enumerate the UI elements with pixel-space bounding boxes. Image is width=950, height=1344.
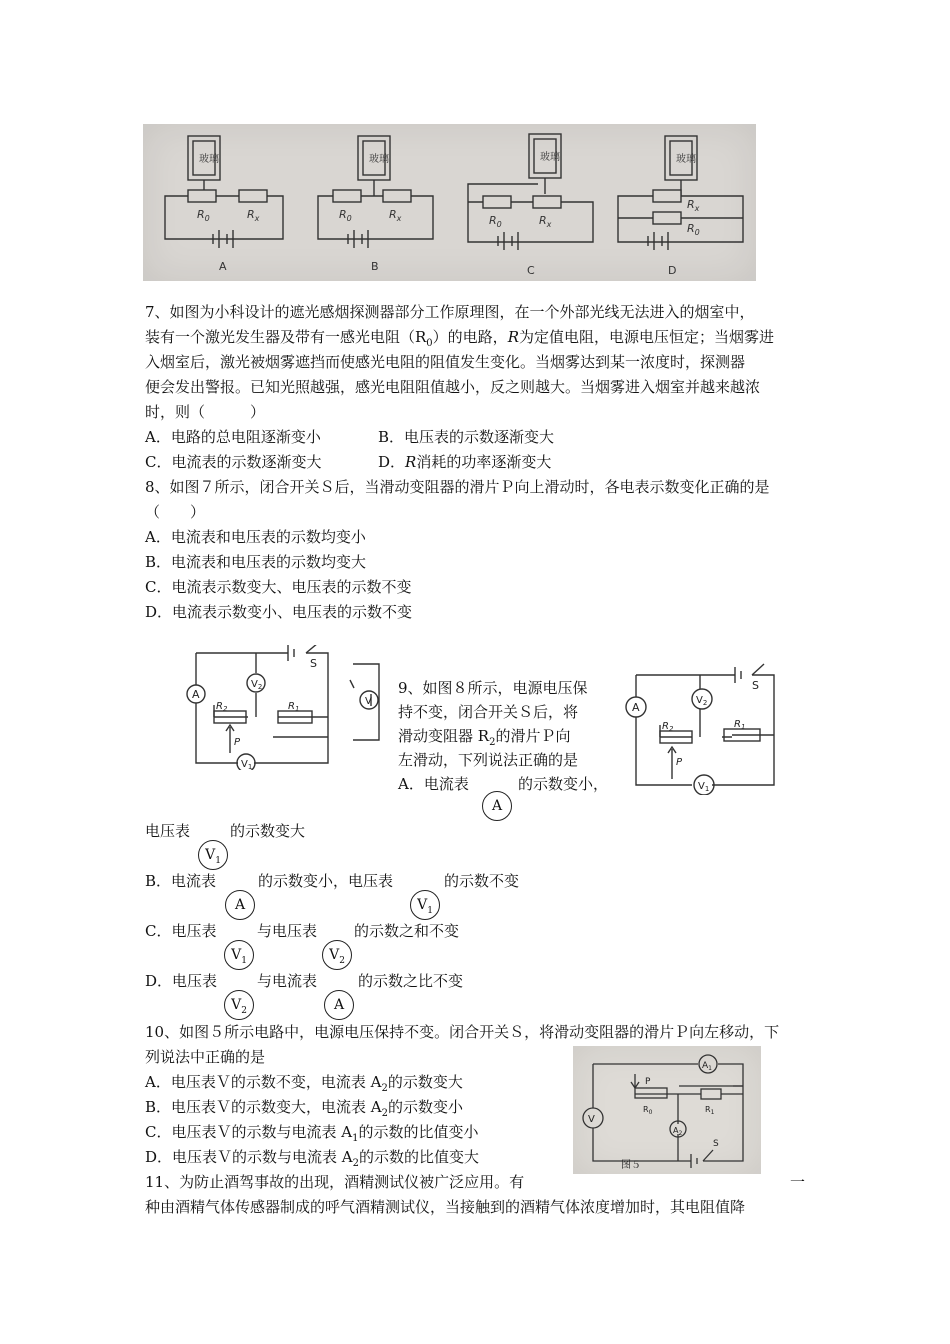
q9-option-d-part1: D．电压表: [145, 972, 218, 990]
q9-line-3: 滑动变阻器 $R_2$的滑片Ｐ向: [398, 727, 571, 748]
option-label-c: C: [527, 264, 535, 277]
ammeter-symbol: A: [225, 890, 255, 920]
q10-line-1: 10、如图５所示电路中，电源电压保持不变。闭合开关Ｓ，将滑动变阻器的滑片Ｐ向左移动，下: [145, 1023, 780, 1041]
option-label-b: B: [371, 260, 379, 273]
q9-option-a-part4: 的示数变大: [230, 822, 306, 840]
r1-label: $R_1$: [705, 1105, 715, 1116]
q10-option-c: C．电压表Ｖ的示数与电流表 $A_1$的示数的比值变小: [145, 1123, 479, 1144]
glass-label: 玻璃: [199, 154, 219, 165]
ammeter-a2-label: $A_2$: [673, 1126, 683, 1137]
slider-p-label: P: [676, 757, 683, 768]
r2-label: $R_2$: [662, 721, 674, 733]
q8-option-d: D．电流表示数变小、电压表的示数不变: [145, 603, 413, 621]
ammeter-label: A: [192, 688, 200, 701]
q9-line-1: 9、如图８所示，电源电压保: [398, 679, 588, 697]
rx-label: $R_x$: [687, 198, 700, 213]
voltmeter-label: V: [588, 1114, 595, 1125]
option-label-d: D: [668, 264, 677, 277]
r0-label: $R_0$: [643, 1105, 653, 1116]
rx-label: $R_x$: [389, 208, 402, 223]
rx-label: $R_x$: [539, 214, 552, 229]
q9-option-d-part2: 与电流表: [257, 972, 318, 990]
rx-label: $R_x$: [247, 208, 260, 223]
q9-option-a-part3: 电压表: [145, 822, 191, 840]
q9-line-4: 左滑动，下列说法正确的是: [398, 751, 579, 769]
slider-p-label: P: [645, 1077, 651, 1087]
q11-line-1-end: 一: [790, 1173, 806, 1191]
q9-option-b-part2: 的示数变小，电压表: [258, 872, 394, 890]
voltmeter-v2-label: $V_2$: [251, 679, 263, 691]
q9-option-b-part1: B．电流表: [145, 872, 217, 890]
voltmeter-v1-symbol: $V_1$: [410, 890, 440, 920]
q10-line-2: 列说法中正确的是: [145, 1048, 266, 1066]
r0-label: $R_0$: [687, 222, 700, 237]
q8-stem: 8、如图７所示，闭合开关Ｓ后，当滑动变阻器的滑片Ｐ向上滑动时，各电表示数变化正确的是: [145, 478, 770, 496]
q10-option-b: B．电压表Ｖ的示数变大，电流表 $A_2$的示数变小: [145, 1098, 464, 1119]
q7-option-a: A．电路的总电阻逐渐变小: [145, 428, 321, 446]
q8-option-a: A．电流表和电压表的示数均变小: [145, 528, 366, 546]
circuit-figure-8: [620, 655, 780, 795]
circuit-figure-5: [573, 1046, 761, 1174]
q9-option-a-part2: 的示数变小，: [518, 775, 609, 793]
r2-label: $R_2$: [216, 701, 228, 713]
q7-line-5: 时，则（ ）: [145, 403, 266, 421]
voltmeter-v1-label: $V_1$: [698, 781, 710, 793]
q10-option-a: A．电压表Ｖ的示数不变，电流表 $A_2$的示数变大: [145, 1073, 463, 1094]
q9-option-b-part3: 的示数不变: [444, 872, 520, 890]
q7-line-2: 装有一个激光发生器及带有一感光电阻$(R_0)$的电路，R为定值电阻，电源电压恒定；当烟雾进: [145, 328, 774, 349]
switch-s-label: S: [713, 1139, 719, 1149]
q8-option-b: B．电流表和电压表的示数均变大: [145, 553, 367, 571]
glass-label: 玻璃: [369, 154, 389, 165]
voltmeter-label: V: [365, 696, 372, 707]
q7-option-b: B．电压表的示数逐渐变大: [378, 428, 555, 446]
glass-label: 玻璃: [540, 152, 560, 163]
voltmeter-v2-symbol: $V_2$: [224, 990, 254, 1020]
q10-option-d: D．电压表Ｖ的示数与电流表 $A_2$的示数的比值变大: [145, 1148, 480, 1169]
q11-line-1: 11、为防止酒驾事故的出现，酒精测试仪被广泛应用。有: [145, 1173, 525, 1191]
q9-option-d-part3: 的示数之比不变: [358, 972, 464, 990]
glass-label: 玻璃: [676, 154, 696, 165]
voltmeter-v2-symbol: $V_2$: [322, 940, 352, 970]
r1-label: $R_1$: [288, 701, 300, 713]
voltmeter-v1-label: $V_1$: [241, 759, 253, 770]
q7-line-4: 便会发出警报。已知光照越强，感光电阻阻值越小，反之则越大。当烟雾进入烟室并越来越浓: [145, 378, 761, 396]
q7-option-c: C．电流表的示数逐渐变大: [145, 453, 322, 471]
partial-circuit-figure: [345, 660, 385, 745]
ammeter-symbol: A: [482, 791, 512, 821]
option-label-a: A: [219, 260, 227, 273]
q9-option-c-part1: C．电压表: [145, 922, 217, 940]
figure-caption: 图５: [621, 1160, 641, 1171]
q9-line-2: 持不变，闭合开关Ｓ后，将: [398, 703, 579, 721]
q9-option-c-part2: 与电压表: [257, 922, 318, 940]
ammeter-label: A: [632, 701, 640, 714]
q9-option-c-part3: 的示数之和不变: [354, 922, 460, 940]
r0-label: $R_0$: [489, 214, 502, 229]
r1-label: $R_1$: [734, 719, 746, 731]
switch-s-label: S: [752, 679, 759, 692]
circuit-options-photo: [143, 124, 756, 281]
voltmeter-v1-symbol: $V_1$: [224, 940, 254, 970]
circuit-options-diagram: [143, 124, 756, 281]
q7-option-d: D．R消耗的功率逐渐变大: [378, 453, 552, 471]
q7-line-3: 入烟室后，激光被烟雾遮挡而使感光电阻的阻值发生变化。当烟雾达到某一浓度时，探测器: [145, 353, 746, 371]
q8-option-c: C．电流表示数变大、电压表的示数不变: [145, 578, 412, 596]
circuit-figure-7: [178, 645, 338, 770]
slider-p-label: P: [234, 737, 241, 748]
q11-line-2: 种由酒精气体传感器制成的呼气酒精测试仪，当接触到的酒精气体浓度增加时，其电阻值降: [145, 1198, 746, 1216]
circuit-figure-5-photo: [573, 1046, 761, 1174]
r0-label: $R_0$: [339, 208, 352, 223]
voltmeter-v1-symbol: $V_1$: [198, 840, 228, 870]
switch-s-label: S: [310, 657, 317, 670]
q9-option-a-part1: A．电流表: [398, 775, 469, 793]
r0-label: $R_0$: [197, 208, 210, 223]
ammeter-symbol: A: [324, 990, 354, 1020]
q7-line-1: 7、如图为小科设计的遮光感烟探测器部分工作原理图，在一个外部光线无法进入的烟室中，: [145, 303, 755, 321]
q8-bracket: （ ）: [145, 503, 206, 521]
voltmeter-v2-label: $V_2$: [696, 695, 708, 707]
ammeter-a1-label: $A_1$: [702, 1061, 712, 1072]
